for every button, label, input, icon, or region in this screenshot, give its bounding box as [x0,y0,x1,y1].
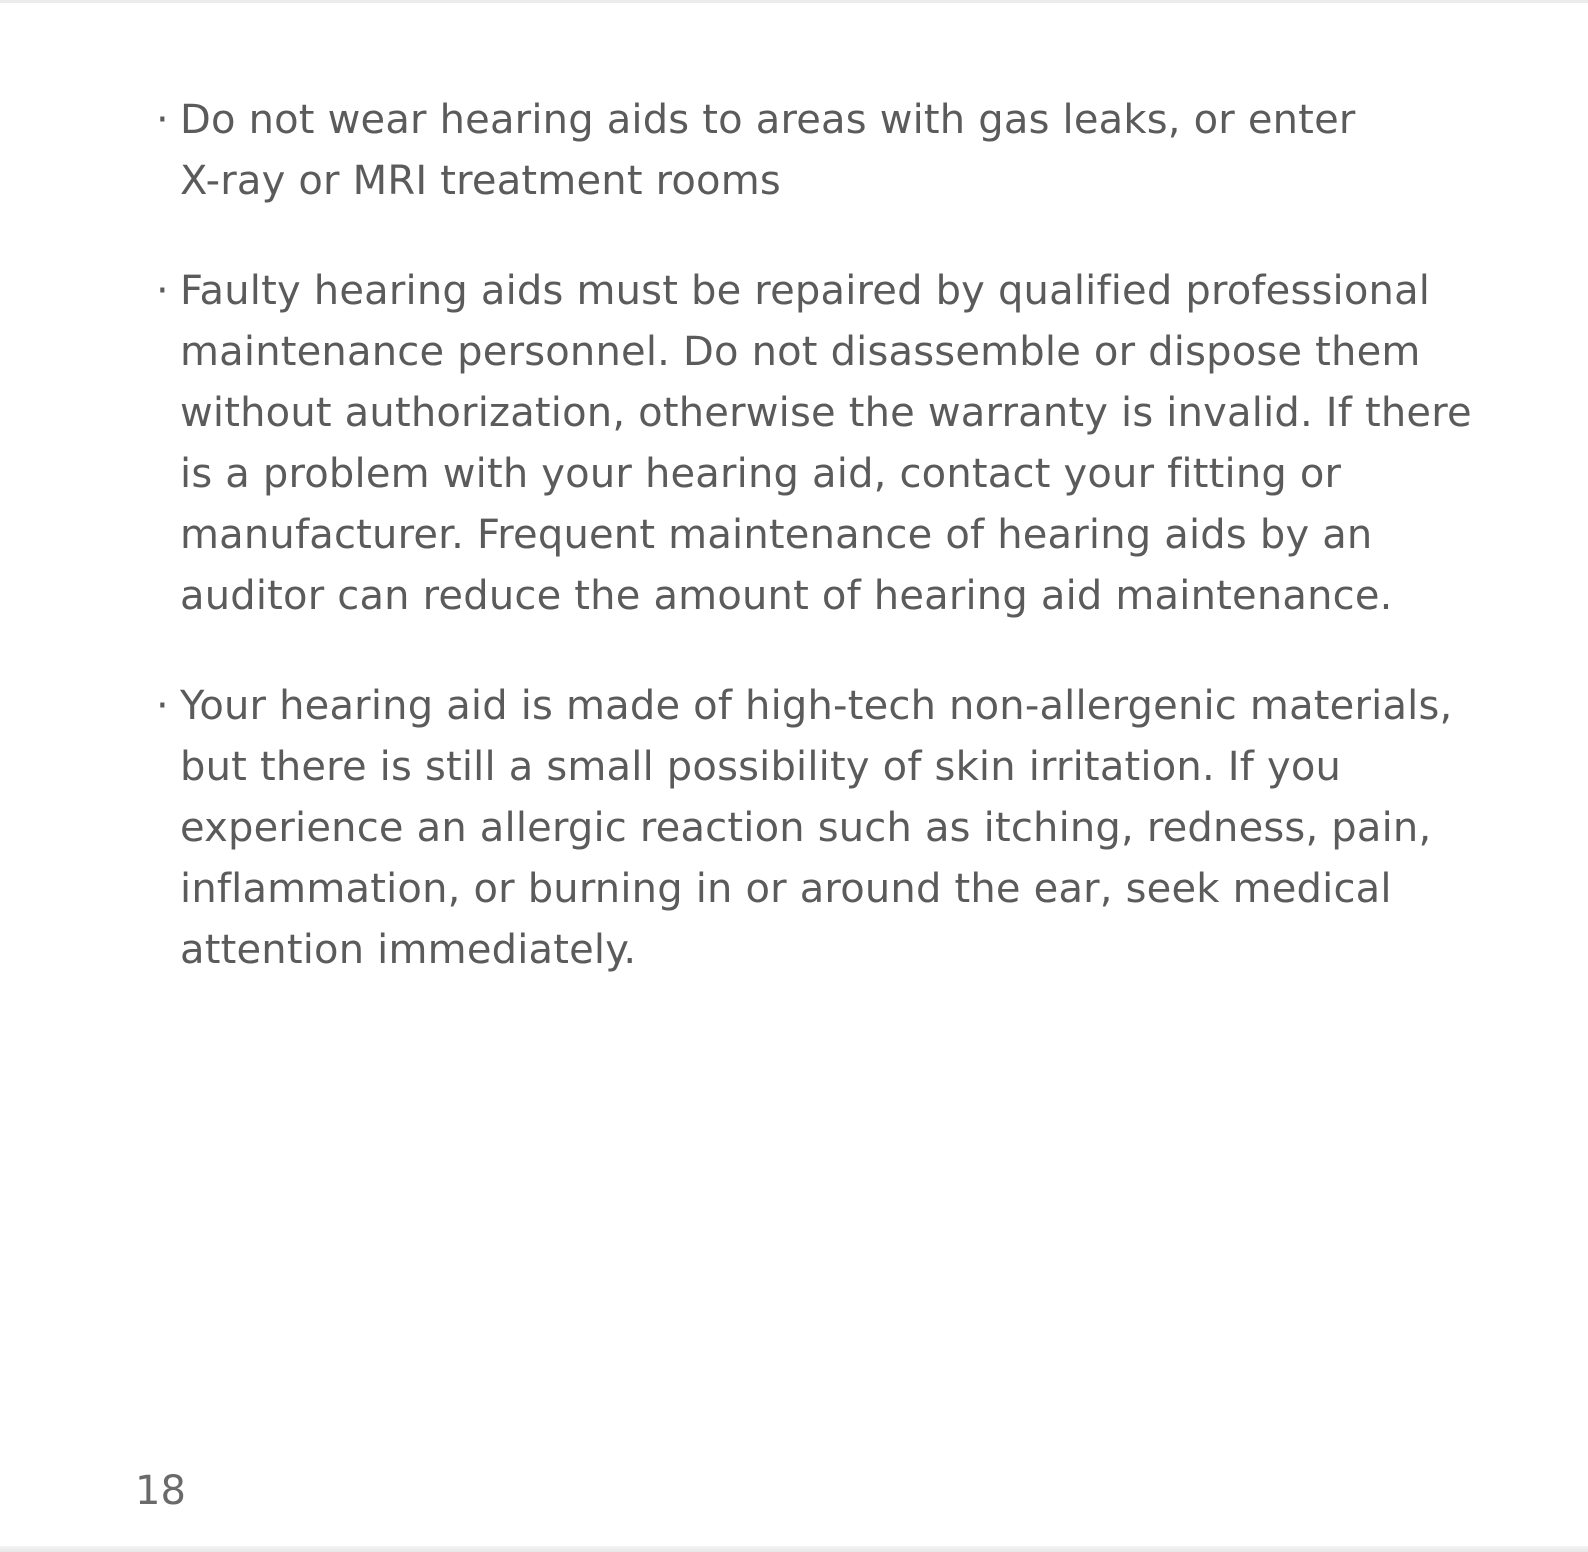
bullet-marker: · [156,683,169,729]
bullet-text-line: experience an allergic reaction such as itching, redness, pain, [180,805,1432,851]
bullet-text-line: X-ray or MRI treatment rooms [180,158,781,204]
bullet-text-line: but there is still a small possibility of skin irritation. If you [180,744,1342,790]
bullet-marker: · [156,97,169,143]
bullet-item-gas-xray [156,90,1536,212]
page-number: 18 [135,1468,186,1514]
bullet-text-line: without authorization, otherwise the warranty is invalid. If there [180,390,1472,436]
bullet-text-line: attention immediately. [180,927,637,973]
page-bottom-edge [0,1546,1588,1552]
bullet-text-line: manufacturer. Frequent maintenance of hearing aids by an [180,512,1373,558]
safety-bullet-list [156,90,1536,1030]
bullet-marker: · [156,268,169,314]
bullet-text-line: Do not wear hearing aids to areas with gas leaks, or enter [180,97,1356,143]
bullet-text-line: maintenance personnel. Do not disassemble or dispose them [180,329,1421,375]
bullet-text-line: auditor can reduce the amount of hearing aid maintenance. [180,573,1393,619]
bullet-item-repair [156,261,1536,627]
bullet-text-line: Faulty hearing aids must be repaired by qualified professional [180,268,1431,314]
bullet-text-line: inflammation, or burning in or around the ear, seek medical [180,866,1392,912]
bullet-text-line: Your hearing aid is made of high-tech non-allergenic materials, [180,683,1453,729]
bullet-text-line: is a problem with your hearing aid, contact your fitting or [180,451,1342,497]
bullet-item-allergy [156,676,1536,981]
